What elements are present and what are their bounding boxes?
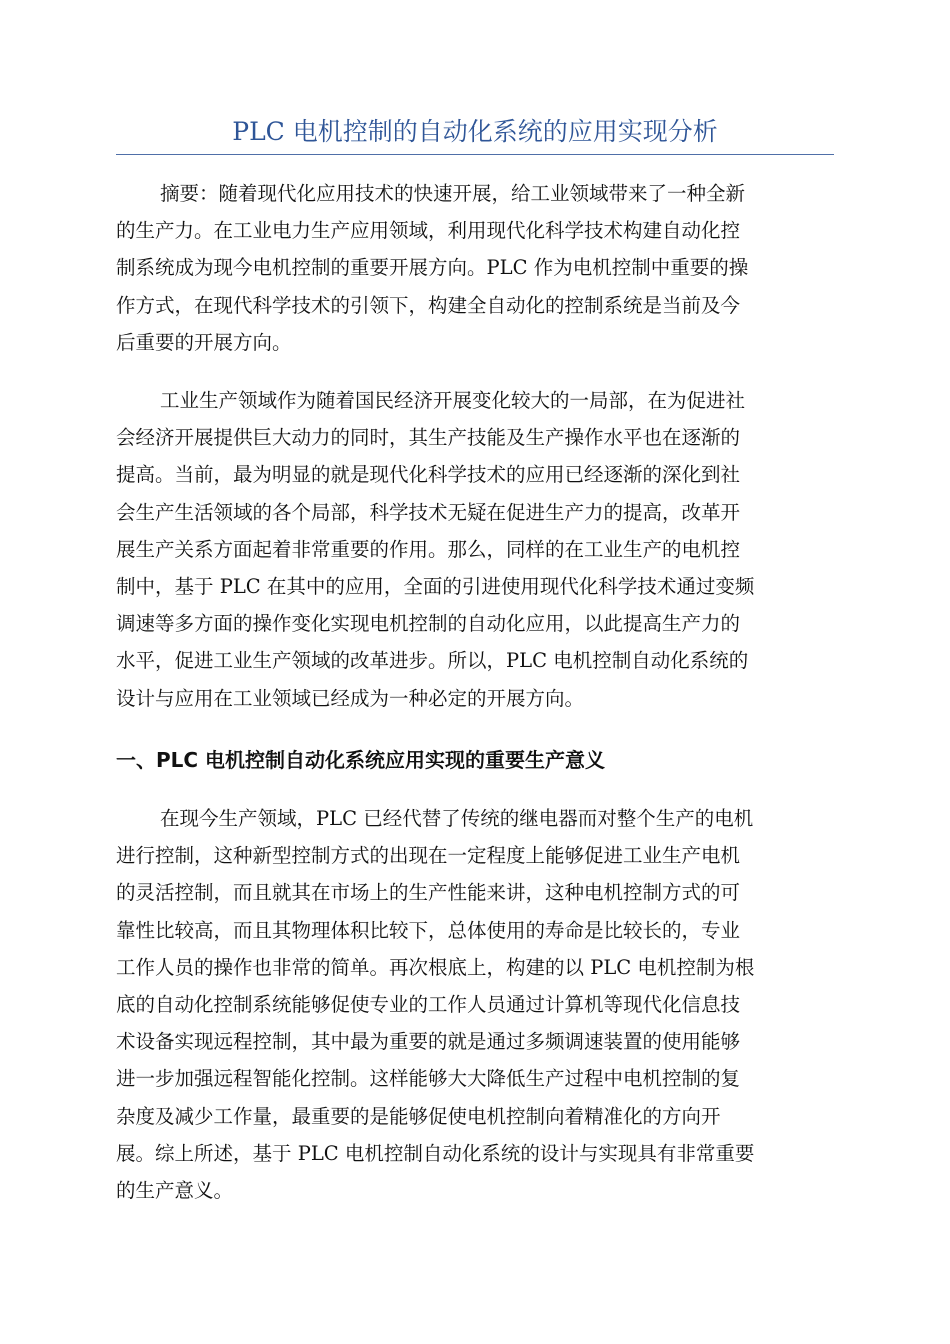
- document-title: PLC 电机控制的自动化系统的应用实现分析: [232, 117, 718, 146]
- paragraph-line: 水平，促进工业生产领域的改革进步。所以，PLC 电机控制自动化系统的: [116, 649, 749, 673]
- section-heading: 一、PLC 电机控制自动化系统应用实现的重要生产意义: [116, 748, 606, 772]
- paragraph-line: 会经济开展提供巨大动力的同时，其生产技能及生产操作水平也在逐渐的: [116, 426, 741, 450]
- paragraph-line: 的生产意义。: [116, 1179, 234, 1203]
- paragraph-line: 的灵活控制，而且就其在市场上的生产性能来讲，这种电机控制方式的可: [116, 881, 741, 905]
- paragraph-line: 制中，基于 PLC 在其中的应用，全面的引进使用现代化科学技术通过变频: [116, 575, 755, 599]
- title-underline-rule: [116, 154, 834, 155]
- paragraph-line: 制系统成为现今电机控制的重要开展方向。PLC 作为电机控制中重要的操: [116, 256, 749, 280]
- paragraph-line: 摘要：随着现代化应用技术的快速开展，给工业领域带来了一种全新: [160, 182, 746, 205]
- paragraph-line: 会生产生活领域的各个局部，科学技术无疑在促进生产力的提高，改革开: [116, 500, 741, 524]
- paragraph-line: 提高。当前，最为明显的就是现代化科学技术的应用已经逐渐的深化到社: [116, 463, 741, 487]
- paragraph-line: 展生产关系方面起着非常重要的作用。那么，同样的在工业生产的电机控: [116, 537, 741, 561]
- paragraph-line: 调速等多方面的操作变化实现电机控制的自动化应用，以此提高生产力的: [116, 612, 741, 636]
- paragraph-line: 后重要的开展方向。: [116, 330, 292, 354]
- paragraph-line: 在现今生产领域，PLC 已经代替了传统的继电器而对整个生产的电机: [160, 807, 754, 830]
- paragraph-line: 杂度及减少工作量，最重要的是能够促使电机控制向着精准化的方向开: [116, 1104, 721, 1128]
- paragraph-line: 术设备实现远程控制，其中最为重要的就是通过多频调速装置的使用能够: [116, 1030, 741, 1054]
- paragraph-line: 设计与应用在工业领域已经成为一种必定的开展方向。: [116, 686, 585, 710]
- paragraph-line: 工作人员的操作也非常的简单。再次根底上，构建的以 PLC 电机控制为根: [116, 955, 755, 979]
- intro-paragraph: [116, 382, 836, 717]
- section-paragraph: [116, 800, 836, 1209]
- paragraph-line: 的生产力。在工业电力生产应用领域，利用现代化科学技术构建自动化控: [116, 219, 741, 243]
- paragraph-line: 进一步加强远程智能化控制。这样能够大大降低生产过程中电机控制的复: [116, 1067, 741, 1091]
- paragraph-line: 底的自动化控制系统能够促使专业的工作人员通过计算机等现代化信息技: [116, 993, 741, 1017]
- paragraph-line: 展。综上所述，基于 PLC 电机控制自动化系统的设计与实现具有非常重要: [116, 1141, 755, 1165]
- abstract-paragraph: [116, 175, 836, 361]
- paragraph-line: 靠性比较高，而且其物理体积比较下，总体使用的寿命是比较长的，专业: [116, 918, 741, 942]
- paragraph-line: 进行控制，这种新型控制方式的出现在一定程度上能够促进工业生产电机: [116, 844, 741, 868]
- paragraph-line: 作方式，在现代科学技术的引领下，构建全自动化的控制系统是当前及今: [116, 293, 741, 317]
- paragraph-line: 工业生产领域作为随着国民经济开展变化较大的一局部，在为促进社: [160, 389, 746, 412]
